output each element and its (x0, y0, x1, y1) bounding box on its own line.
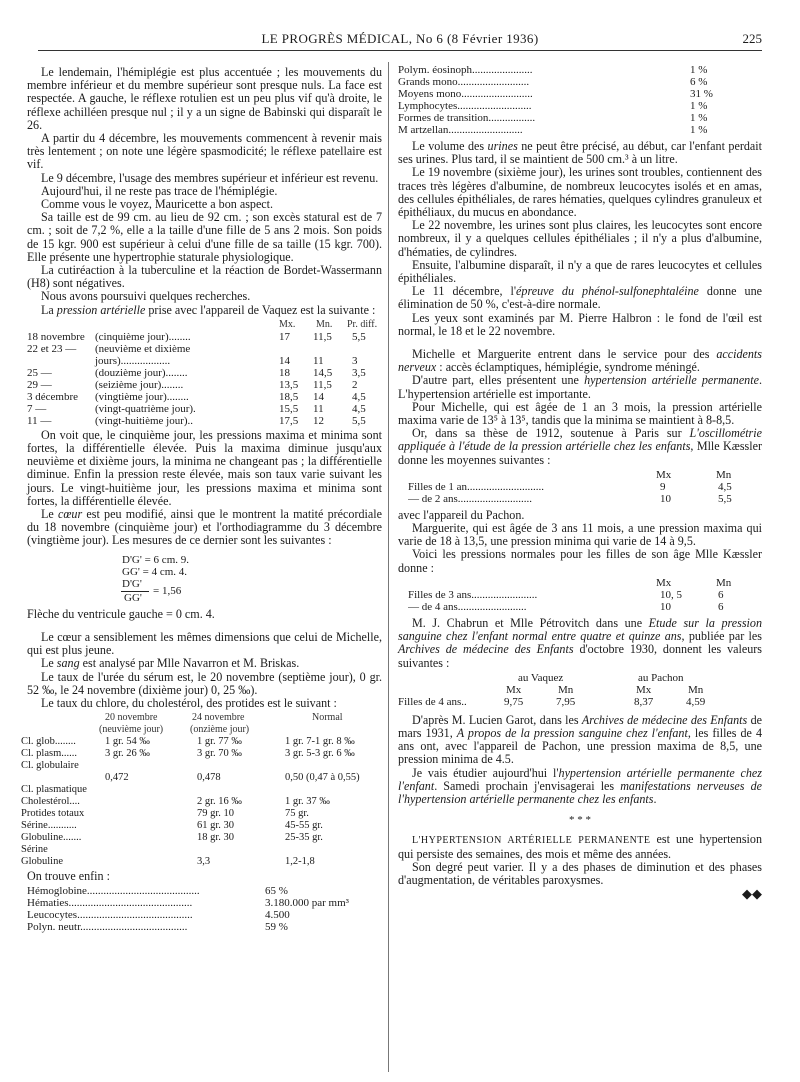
kaessler-table-1 (398, 469, 762, 507)
section-title: L'HYPERTENSION ARTÉRIELLE PERMANENTE (412, 835, 651, 847)
row-label: Cl. glob........ (21, 736, 76, 748)
row-label: — de 4 ans......................... (408, 600, 527, 613)
table-row (398, 112, 762, 124)
italic-term: épreuve du phénol-sulfonephtaléine (516, 284, 699, 299)
table-row (398, 64, 762, 76)
table-row (27, 897, 382, 909)
cell-mn: 14,5 (313, 366, 333, 379)
right-column (398, 66, 762, 900)
row-label: Hématies............................................. (27, 897, 193, 910)
cell-value: 10 (660, 600, 671, 613)
row-label: Cl. plasm...... (21, 748, 78, 760)
italic-term: cœur (57, 507, 83, 522)
formula-line: D'G' = 6 cm. 9. (122, 553, 189, 566)
column-subheader: Mn (558, 683, 574, 696)
table-row (27, 331, 382, 343)
paragraph: Aujourd'hui, il ne reste pas trace de l'hémiplégie. (41, 183, 278, 198)
table-row (398, 493, 762, 505)
column-header: 20 novembre (105, 712, 158, 724)
paragraph: A partir du 4 décembre, les mouvements commencent à revenir mais très lentement ; on note une légère spasmodicité; le réflexe patellaire est vif. (27, 131, 382, 172)
column-subheader: (neuvième jour) (99, 724, 164, 736)
text-run: , les filles de 4 ans ont, avec l'appareil de Pachon, une pression maxima de 8,5, une pression minima de 4.5. (398, 725, 762, 767)
text-run: ne peut être précisé, au début, car l'enfant perdait ses urines. Plus tard, il se maintient de 500 cm.³ à un litre. (398, 139, 762, 167)
table-header (27, 712, 382, 724)
table-row (21, 820, 382, 832)
cell-mn: 14 (313, 390, 324, 403)
row-desc: (vingt-huitième jour).. (95, 414, 194, 427)
table-header (398, 684, 762, 696)
table-header (398, 469, 762, 481)
text-run: est une hypertension qui persiste des semaines, des mois et même des années. (398, 832, 762, 861)
cell-mx: 17 (279, 330, 290, 343)
cell-value: 65 % (265, 885, 288, 898)
cell-mx: 14 (279, 354, 290, 367)
cell-mn: 12 (313, 414, 324, 427)
cell-value: 18 gr. 30 (197, 832, 235, 844)
table-row (27, 415, 382, 427)
text-run: Le volume des (412, 139, 488, 153)
table-row (27, 367, 382, 379)
table-row (21, 760, 382, 772)
column-header: Mn (716, 468, 732, 481)
cell-value: 3 gr. 70 ‰ (197, 748, 242, 760)
cell-value: 61 gr. 30 (197, 820, 235, 832)
cell-value: 9,75 (504, 695, 524, 708)
paragraph: Les yeux sont examinés par M. Pierre Halbron : le fond de l'œil est normal, le 18 et le 22 novembre. (398, 310, 762, 338)
cell-value: 1 gr. 7-1 gr. 8 ‰ (285, 736, 355, 748)
row-desc: (seizième jour)........ (95, 378, 184, 391)
cell-mn: 11 (313, 402, 324, 415)
paragraph: Pour Michelle, qui est âgée de 1 an 3 mois, la pression artérielle maxima varie de 13⁵ à 13⁵, tandis que la minima se maintient à 8-8,5. (398, 399, 762, 428)
cell-value: 1 % (690, 100, 708, 112)
row-date: 18 novembre (27, 330, 85, 343)
cell-value: 25-35 gr. (285, 832, 323, 844)
cell-pr: 4,5 (352, 390, 366, 403)
row-label: Globuline (21, 856, 63, 868)
row-desc: (douzième jour)........ (95, 366, 188, 379)
cell-value: 4,5 (718, 480, 732, 493)
row-date: 11 — (27, 414, 52, 427)
table-header (398, 672, 762, 684)
cell-value: 1,2-1,8 (285, 856, 315, 868)
text-run: . (653, 791, 657, 806)
row-label: Cholestérol.... (21, 796, 80, 808)
paragraph: Comme vous le voyez, Mauricette a bon aspect. (41, 197, 274, 212)
row-label: Sérine........... (21, 820, 77, 832)
text-run: . L'hypertension artérielle est importante. (398, 373, 762, 401)
column-subheader: Mx (636, 683, 652, 696)
text-run: D'autre part, elles présentent une (412, 373, 585, 388)
italic-term: Etude sur la pression sanguine chez l'enfant normal entre quatre et quinze ans (398, 615, 762, 644)
table-row (21, 736, 382, 748)
cell-mn: 11,5 (313, 378, 332, 391)
column-header: Mx. (279, 318, 296, 330)
row-label: Lymphocytes........................... (398, 100, 532, 112)
table-header (398, 577, 762, 589)
cell-value: 79 gr. 10 (197, 808, 235, 820)
text-run: Le 11 décembre, l' (412, 284, 517, 299)
paragraph (27, 508, 382, 548)
table-row (27, 379, 382, 391)
cell-value: 59 % (265, 921, 288, 934)
paragraph (398, 427, 762, 467)
table-row (398, 601, 762, 613)
paragraph: Flèche du ventricule gauche = 0 cm. 4. (27, 606, 215, 621)
formula-line: GG' = 4 cm. 4. (122, 565, 188, 578)
column-subheader: Mn (688, 683, 704, 696)
table-row (398, 589, 762, 601)
paragraph: avec l'appareil du Pachon. (398, 507, 525, 522)
cell-value: 3 gr. 26 ‰ (105, 748, 150, 760)
paragraph: Son degré peut varier. Il y a des phases de diminution et des phases d'augmentation, de véritables paroxysmes. (398, 859, 762, 887)
row-label: Polym. éosinoph...................... (398, 64, 533, 76)
row-label: Sérine (21, 844, 48, 856)
end-ornament: ◆◆ (742, 886, 762, 902)
row-desc: (vingtième jour)........ (95, 390, 189, 403)
paragraph: On voit que, le cinquième jour, les pressions maxima et minima sont fortes, la différentielle élevée. Puis la maxima diminue jusqu'aux neuvième et dixième jours, la minima ne changeant pas ; la différentielle diminue. Enfin la pression reste élevée, mais son taux varie suivant les jours. Le vingt-huitième jour, les pressions maxima et minima sont fortes, la différentielle élevée. (27, 427, 382, 508)
italic-term: pression artérielle (56, 302, 146, 317)
text-run: . Samedi prochain j'envisagerai les (434, 778, 621, 793)
paragraph: Marguerite, qui est âgée de 3 ans 11 mois, a une pression maxima qui varie de 18 à 13,5, une pression minima qui varie de 14 à 9,5. (398, 521, 762, 549)
fraction-numerator: D'G' (122, 577, 142, 590)
cell-value: 1 % (690, 124, 708, 136)
cell-value: 1 gr. 37 ‰ (285, 796, 330, 808)
cell-value: 8,37 (634, 695, 654, 708)
paragraph (398, 617, 762, 670)
table-row (398, 481, 762, 493)
row-label: Hémoglobine......................................... (27, 885, 200, 898)
cell-value: 45-55 gr. (285, 820, 323, 832)
blood-table (21, 712, 382, 868)
cell-value: 1 % (690, 64, 708, 76)
cell-value: 7,95 (556, 695, 576, 708)
row-desc: (vingt-quatrième jour). (95, 402, 196, 415)
cell-mn: 11,5 (313, 330, 332, 343)
left-column (21, 65, 382, 937)
section-stars: * * * (569, 814, 591, 827)
paragraph: Le 22 novembre, les urines sont plus claires, les leucocytes sont encore nombreux, il y a quelques cellules épithéliales ; il n'y a plus d'albumine, d'hématies, de cylindres. (398, 218, 762, 259)
row-label: Moyens mono.......................... (398, 88, 533, 100)
cell-value: 9 (660, 480, 666, 493)
text-run: : accès éclamptiques, hémiplégie, syndrome méningé. (436, 360, 700, 375)
text-run: Je vais étudier aujourd'hui l' (412, 765, 559, 780)
cell-mn: 11 (313, 354, 324, 367)
column-header: Normal (312, 712, 343, 724)
row-label: Formes de transition................. (398, 112, 536, 124)
column-header: 24 novembre (192, 712, 245, 724)
paragraph (27, 657, 382, 670)
row-date: 22 et 23 — (27, 342, 77, 355)
row-label: M artzellan........................... (398, 124, 523, 136)
paragraph (398, 285, 762, 311)
text-run: prise avec l'appareil de Vaquez est la suivante : (145, 302, 376, 317)
table-row (398, 88, 762, 100)
cell-value: 10 (660, 492, 671, 505)
italic-term: manifestations nerveuses de l'hypertension artérielle permanente chez les enfants (398, 778, 762, 806)
row-label: — de 2 ans........................... (408, 492, 533, 505)
text-run: , publiée par les (681, 629, 762, 644)
row-desc: (neuvième et dixième (95, 342, 191, 355)
table-row (27, 885, 382, 897)
row-desc: jours).................. (95, 354, 171, 367)
cell-pr: 3 (352, 354, 358, 367)
cell-mx: 17,5 (279, 414, 299, 427)
italic-term: hypertension artérielle permanente (584, 373, 759, 388)
table-row (398, 124, 762, 136)
cell-value: 4,59 (686, 695, 706, 708)
row-date: 3 décembre (27, 390, 78, 403)
text-run: de mars 1931, (398, 712, 762, 740)
cell-mx: 15,5 (279, 402, 299, 415)
cell-value: 2 gr. 16 ‰ (197, 796, 242, 808)
paragraph (398, 140, 762, 166)
paragraph (27, 304, 382, 317)
italic-term: sang (56, 656, 80, 671)
paragraph: Le cœur a sensiblement les mêmes dimensions que celui de Michelle, qui est plus jeune. (27, 629, 382, 658)
row-label: Cl. globulaire (21, 760, 79, 772)
table-row (398, 76, 762, 88)
column-header: au Vaquez (518, 671, 564, 684)
cell-pr: 2 (352, 378, 358, 391)
row-label: Globuline....... (21, 832, 82, 844)
text-run: M. J. Chabrun et Mlle Pétrovitch dans une (412, 615, 649, 630)
text-run: La (41, 302, 57, 317)
table-header (27, 319, 382, 331)
table-row (21, 832, 382, 844)
pressure-table (27, 319, 382, 427)
cell-value: 3.180.000 par mm³ (265, 897, 349, 910)
table-row (21, 748, 382, 760)
table-row (398, 100, 762, 112)
italic-term: urines (487, 139, 518, 153)
cell-value: 1 gr. 77 ‰ (197, 736, 242, 748)
table-row (27, 403, 382, 415)
table-row (21, 796, 382, 808)
cell-value: 1 % (690, 112, 708, 124)
paragraph: On trouve enfin : (27, 869, 110, 884)
table-row (27, 921, 382, 933)
table-row (27, 909, 382, 921)
cell-mx: 18 (279, 366, 290, 379)
row-label: Polyn. neutr....................................... (27, 921, 188, 934)
cell-value: 10, 5 (660, 588, 682, 601)
cell-pr: 3,5 (352, 366, 366, 379)
italic-term: L'oscillométrie appliquée à l'étude de la pression artérielle chez les enfants (398, 426, 762, 454)
text-run: , Mlle Kæssler donne les moyennes suivantes : (398, 439, 762, 467)
paragraph: Sa taille est de 99 cm. au lieu de 92 cm. ; son excès statural est de 7 cm. ; soit de 7,2 %, elle a la taille d'une fille de 5 ans 2 mois. Son poids de 15 kgr. 900 est supérieur à celui d'une fille de sa taille (15 kgr. 700). Elle présente une hypertrophie staturale physiologique. (27, 210, 382, 264)
cell-value: 31 % (690, 88, 713, 100)
paragraph (398, 348, 762, 374)
column-header: au Pachon (638, 671, 684, 684)
cell-value: 0,50 (0,47 à 0,55) (285, 772, 360, 784)
paragraph (398, 767, 762, 807)
page-number: 225 (742, 31, 762, 46)
row-label: Filles de 3 ans........................ (408, 588, 538, 601)
cell-value: 6 (718, 600, 724, 613)
paragraph: Le 9 décembre, l'usage des membres supérieur et inférieur est revenu. (41, 170, 379, 185)
text-run: Michelle et Marguerite entrent dans le service pour des (412, 347, 717, 362)
vaquez-pachon-table (398, 672, 762, 712)
cell-value: 3,3 (197, 856, 211, 868)
italic-term: A propos de la pression sanguine chez l'enfant (456, 725, 688, 740)
row-date: 7 — (27, 402, 47, 415)
cell-pr: 5,5 (352, 330, 366, 343)
paragraph: La cutiréaction à la tuberculine et la réaction de Bordet-Wassermann (H8) sont négatives. (27, 263, 382, 291)
italic-term: hypertension artérielle permanente chez l'enfant (398, 765, 763, 793)
column-rule (388, 62, 389, 1072)
cell-value: 4.500 (265, 909, 290, 922)
leukocyte-formula (398, 64, 762, 138)
table-row (27, 772, 382, 784)
paragraph: Nous avons poursuivi quelques recherches. (41, 289, 251, 304)
table-row (21, 808, 382, 820)
text-run: Or, dans sa thèse de 1912, soutenue à Paris sur (412, 426, 690, 441)
table-row (398, 696, 762, 708)
column-header: Mn. (316, 318, 333, 330)
table-row (21, 784, 382, 796)
fraction-denominator: GG' (124, 591, 142, 604)
orthodiagram-formula (27, 552, 382, 604)
row-date: 29 — (27, 378, 52, 391)
paragraph (398, 833, 762, 860)
column-subheader: (onzième jour) (190, 724, 250, 736)
italic-term: Archives de médecine des Enfants (398, 642, 574, 657)
table-row (27, 343, 382, 355)
paragraph: Le lendemain, l'hémiplégie est plus accentuée ; les mouvements du membre inférieur et du membre supérieur sont presque nuls. La face est respectée. A gauche, le réflexe rotulien est un peu plus vif qu'à droite, le réflexe achilléen presque nul ; il y a un signe de Babinski qui disparaît le 26. (27, 65, 382, 132)
paragraph (398, 714, 762, 767)
text-run: est peu modifié, ainsi que le montrent la matité précordiale du 18 novembre (cinquième jour) et l'orthodiagramme du 3 décembre (vingtième jour). Les mesures de ce dernier sont les suivantes : (27, 507, 382, 548)
journal-title: LE PROGRÈS MÉDICAL, No 6 (8 Février 1936) (261, 31, 539, 46)
row-label: Filles de 1 an............................ (408, 480, 544, 493)
row-label: Filles de 4 ans.. (398, 695, 467, 708)
row-label: Cl. plasmatique (21, 784, 87, 796)
column-header: Pr. diff. (347, 318, 378, 330)
table-row (21, 844, 382, 856)
text-run: Le (41, 507, 58, 522)
row-desc: (cinquième jour)........ (95, 330, 191, 343)
cell-mx: 18,5 (279, 390, 299, 403)
blood-counts (27, 885, 382, 935)
text-run: D'après M. Lucien Garot, dans les (412, 712, 582, 727)
table-header (27, 724, 382, 736)
paragraph: Le taux de l'urée du sérum est, le 20 novembre (septième jour), 0 gr. 52 ‰, le 24 novembre (dixième jour) 0, 25 ‰). (27, 669, 382, 697)
cell-pr: 4,5 (352, 402, 366, 415)
cell-value: 75 gr. (285, 808, 309, 820)
cell-value: 1 gr. 54 ‰ (105, 736, 150, 748)
paragraph (398, 374, 762, 400)
table-row (21, 856, 382, 868)
column-header: Mn (716, 576, 732, 589)
column-header: Mx (656, 576, 672, 589)
cell-mx: 13,5 (279, 378, 299, 391)
row-label: Grands mono.......................... (398, 76, 530, 88)
kaessler-table-2 (398, 577, 762, 615)
row-label: Protides totaux (21, 808, 85, 820)
text-run: donne une élimination de 50 %, c'est-à-dire normale. (398, 284, 762, 312)
cell-value: 3 gr. 5-3 gr. 6 ‰ (285, 748, 355, 760)
cell-value: 5,5 (718, 492, 732, 505)
paragraph: Ensuite, l'albumine disparaît, il n'y a que de rares leucocytes et cellules épithéliales. (398, 257, 762, 286)
text-run: Le (41, 656, 57, 671)
italic-term: Archives de médecine des Enfants (581, 712, 748, 727)
paragraph: Le taux du chlore, du cholestérol, des protides est le suivant : (41, 695, 337, 710)
paragraph: Le 19 novembre (sixième jour), les urines sont troubles, contiennent des traces très légères d'albumine, de nombreux leucocytes isolés et en amas, des cellules épithéliales, de rares hématies, quelques cylindres granuleux et épithéliaux, du mucus en abondance. (398, 165, 762, 220)
cell-value: 6 % (690, 76, 708, 88)
cell-value: 0,472 (105, 772, 129, 784)
table-row (27, 391, 382, 403)
cell-pr: 5,5 (352, 414, 366, 427)
italic-term: accidents nerveux (398, 347, 762, 375)
table-row (27, 355, 382, 367)
text-run: d'octobre 1930, donnent les valeurs suivantes : (398, 642, 763, 670)
row-label: Leucocytes.......................................... (27, 909, 193, 922)
text-run: est analysé par Mlle Navarron et M. Briskas. (79, 656, 300, 671)
row-date: 25 — (27, 366, 52, 379)
column-subheader: Mx (506, 683, 522, 696)
fraction-value: = 1,56 (153, 584, 182, 597)
paragraph: Voici les pressions normales pour les filles de son âge Mlle Kæssler donne : (398, 547, 762, 575)
column-header: Mx (656, 468, 672, 481)
running-head (38, 32, 762, 51)
cell-value: 0,478 (197, 772, 221, 784)
cell-value: 6 (718, 588, 724, 601)
